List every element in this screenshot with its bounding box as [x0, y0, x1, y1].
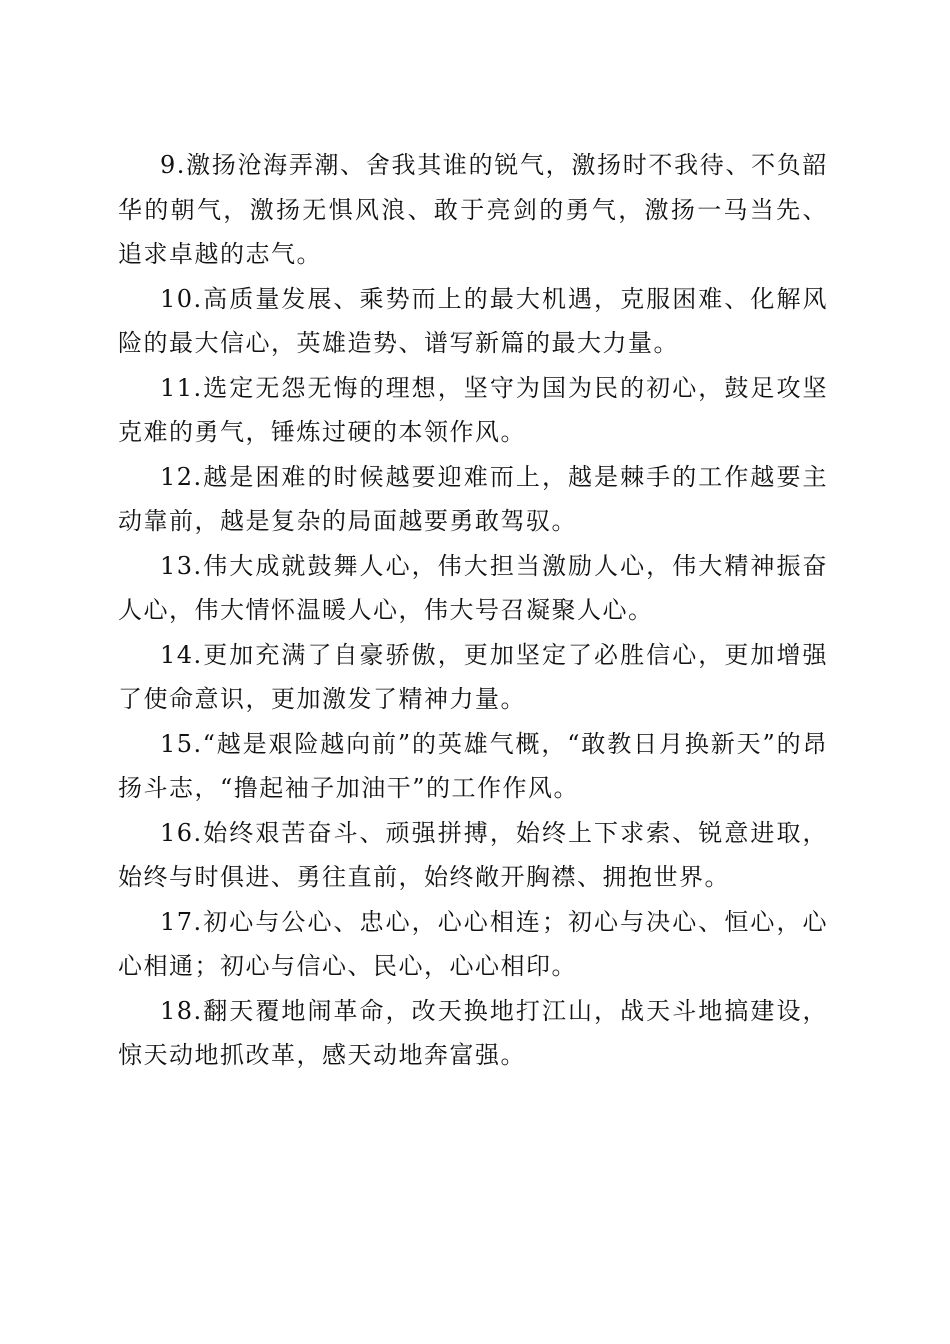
paragraph-13: 13.伟大成就鼓舞人心，伟大担当激励人心，伟大精神振奋人心，伟大情怀温暖人心，伟大号召凝聚人心。 — [118, 551, 828, 624]
paragraph-12: 12.越是困难的时候越要迎难而上，越是棘手的工作越要主动靠前，越是复杂的局面越要勇敢驾驭。 — [118, 462, 828, 535]
paragraph-16: 16.始终艰苦奋斗、顽强拼搏，始终上下求索、锐意进取，始终与时俱进、勇往直前，始终敞开胸襟、拥抱世界。 — [118, 818, 828, 891]
document-page — [118, 143, 828, 1078]
paragraph-15: 15.“越是艰险越向前”的英雄气概，“敢教日月换新天”的昂扬斗志，“撸起袖子加油干”的工作作风。 — [118, 729, 828, 802]
paragraph-17: 17.初心与公心、忠心，心心相连；初心与决心、恒心，心心相通；初心与信心、民心，心心相印。 — [118, 907, 828, 980]
paragraph-11: 11.选定无怨无悔的理想，坚守为国为民的初心，鼓足攻坚克难的勇气，锤炼过硬的本领作风。 — [118, 373, 828, 446]
paragraph-14: 14.更加充满了自豪骄傲，更加坚定了必胜信心，更加增强了使命意识，更加激发了精神力量。 — [118, 640, 828, 713]
paragraph-10: 10.高质量发展、乘势而上的最大机遇，克服困难、化解风险的最大信心，英雄造势、谱写新篇的最大力量。 — [118, 284, 828, 357]
paragraph-9: 9.激扬沧海弄潮、舍我其谁的锐气，激扬时不我待、不负韶华的朝气，激扬无惧风浪、敢于亮剑的勇气，激扬一马当先、追求卓越的志气。 — [118, 151, 828, 268]
paragraph-18: 18.翻天覆地闹革命，改天换地打江山，战天斗地搞建设，惊天动地抓改革，感天动地奔富强。 — [118, 996, 828, 1069]
